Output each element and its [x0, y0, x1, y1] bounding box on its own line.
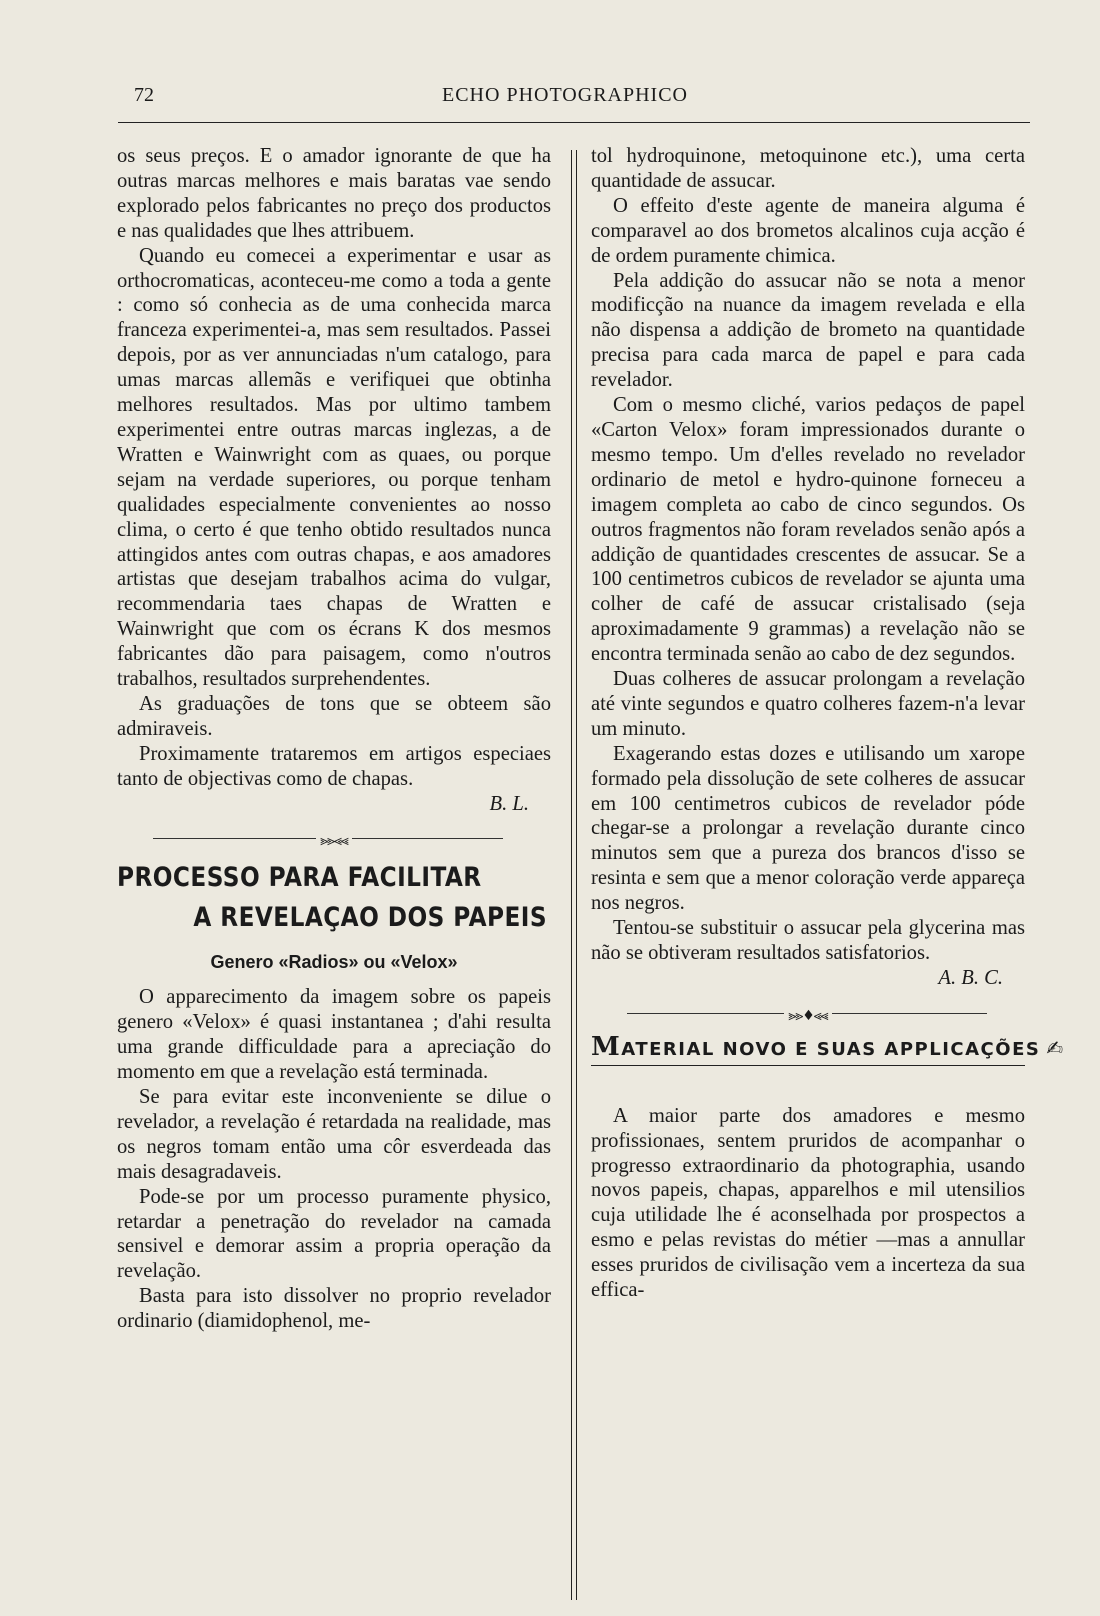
paragraph: O effeito d'este agente de maneira alguma é comparavel ao dos brometos alcalinos cuja acção é de ordem puramente chimica. — [591, 194, 1025, 267]
section-heading — [591, 1031, 1065, 1066]
header-rule — [118, 122, 1030, 123]
paragraph: Pode-se por um processo puramente physico, retardar a penetração do revelador na camada sensivel e demorar assim a propria operação da revelação. — [117, 1185, 551, 1283]
page-number: 72 — [134, 84, 154, 106]
section-heading-initial: M — [591, 1031, 622, 1062]
ornament-separator — [591, 1003, 1025, 1025]
paragraph: Exagerando estas dozes e utilisando um xarope formado pela dissolução de sete colheres de assucar em 100 centimetros cubicos de revelador póde chegar-se a prolongar a revelação durante cinco minutos sem que a pureza dos brancos d'isso se resinta e sem que a menor coloração verde appareça nos negros. — [591, 742, 1025, 915]
article-title — [117, 858, 547, 938]
page-header — [130, 84, 1030, 114]
signature: A. B. C. — [938, 966, 1003, 989]
paragraph: Proximamente trataremos em artigos especiaes tanto de objectivas como de chapas. — [117, 742, 551, 790]
ornament: ⪢⪢⪡⪡ — [316, 833, 352, 849]
left-column — [117, 144, 551, 1334]
paragraph: Com o mesmo cliché, varios pedaços de papel «Carton Velox» foram impressionados durante o mesmo tempo. Um d'elles revelado no revelador ordinario de metol e hydro-quinone forneceu a imagem completa ao cabo de cinco segundos. Os outros fragmentos não foram revelados senão após a addição de quantidades crescentes de assucar. Se a 100 centimetros cubicos de revelador se ajunta uma colher de café de assucar cristalisado (seja aproximadamente 9 grammas) a revelação não se encontra terminada senão ao cabo de dez segundos. — [591, 394, 1025, 666]
paragraph: Tentou-se substituir o assucar pela glycerina mas não se obtiveram resultados satisfatorios. — [591, 917, 1025, 964]
section-heading-text: ATERIAL NOVO E SUAS APPLICAÇÕES — [621, 1038, 1041, 1060]
paragraph: os seus preços. E o amador ignorante de que ha outras marcas melhores e mais baratas vae sendo explorado pelos fabricantes no preço dos productos e nas qualidades que lhes attribuem. — [117, 145, 551, 242]
ornament-separator — [117, 828, 551, 850]
paragraph: Duas colheres de assucar prolongam a revelação até vinte segundos e quatro colheres fazem-n'a levar um minuto. — [591, 668, 1025, 740]
ornament: ⪢⪢♦⪡⪡ — [784, 1008, 831, 1024]
article-title-line-1: PROCESSO PARA FACILITAR — [117, 862, 482, 894]
paragraph: tol hydroquinone, metoquinone etc.), uma certa quantidade de assucar. — [591, 145, 1025, 192]
paragraph: As graduações de tons que se obteem são admiraveis. — [117, 692, 551, 740]
running-title: ECHO PHOTOGRAPHICO — [442, 84, 688, 106]
paragraph: O apparecimento da imagem sobre os papeis genero «Velox» é quasi instantanea ; d'ahi resulta uma grande difficuldade para a apreciação do momento em que a revelação está terminada. — [117, 986, 551, 1084]
article-subtitle: Genero «Radios» ou «Velox» — [210, 952, 458, 973]
article-title-line-2: A REVELAÇAO DOS PAPEIS — [193, 902, 547, 934]
paragraph: Quando eu comecei a experimentar e usar as orthocromaticas, aconteceu-me como a toda a gente : como só conhecia as de uma conhecida marca franceza experimentei-a, mas sem resultados. Passei depois, por as ver annunciadas n'um catalogo, para umas marcas allemãs e verifiquei que obtinha melhores resultados. Mas por ultimo tambem experimentei entre outras marcas inglezas, a de Wratten e Wainwright com as quaes, ou porque sejam na verdade superiores, ou porque tenham qualidades especialmente convenientes ao nosso clima, o certo é que tenho obtido resultados nunca attingidos antes com outras chapas, e aos amadores artistas que desejam trabalhos acima do vulgar, recommendaria taes chapas de Wratten e Wainwright que com os écrans K dos mesmos fabricantes dão para paisagem, como n'outros trabalhos, resultados surprehendentes. — [117, 244, 551, 691]
paragraph: Pela addição do assucar não se nota a menor modificção na nuance da imagem revelada e ella não dispensa a addição de brometo na quantidade precisa para cada marca de papel e para cada revelador. — [591, 269, 1025, 392]
paragraph: Basta para isto dissolver no proprio revelador ordinario (diamidophenol, me- — [117, 1285, 551, 1333]
signature: B. L. — [489, 792, 529, 815]
column-divider — [571, 150, 577, 1600]
right-column — [591, 144, 1065, 1303]
paragraph: A maior parte dos amadores e mesmo profissionaes, sentem pruridos de acompanhar o progresso extraordinario da photographia, usando novos papeis, chapas, apparelhos e mil utensilios cuja utilidade lhe é aconselhada por prospectos a esmo e pelas revistas do métier —mas a annullar esses pruridos de civilisação vem a incerteza da sua effica- — [591, 1104, 1025, 1302]
paragraph: Se para evitar este inconveniente se dilue o revelador, a revelação é retardada na realidade, mas os negros tomam então uma côr esverdeada das mais desagradaveis. — [117, 1086, 551, 1183]
feather-hand-icon: ✍ — [1046, 1035, 1065, 1060]
